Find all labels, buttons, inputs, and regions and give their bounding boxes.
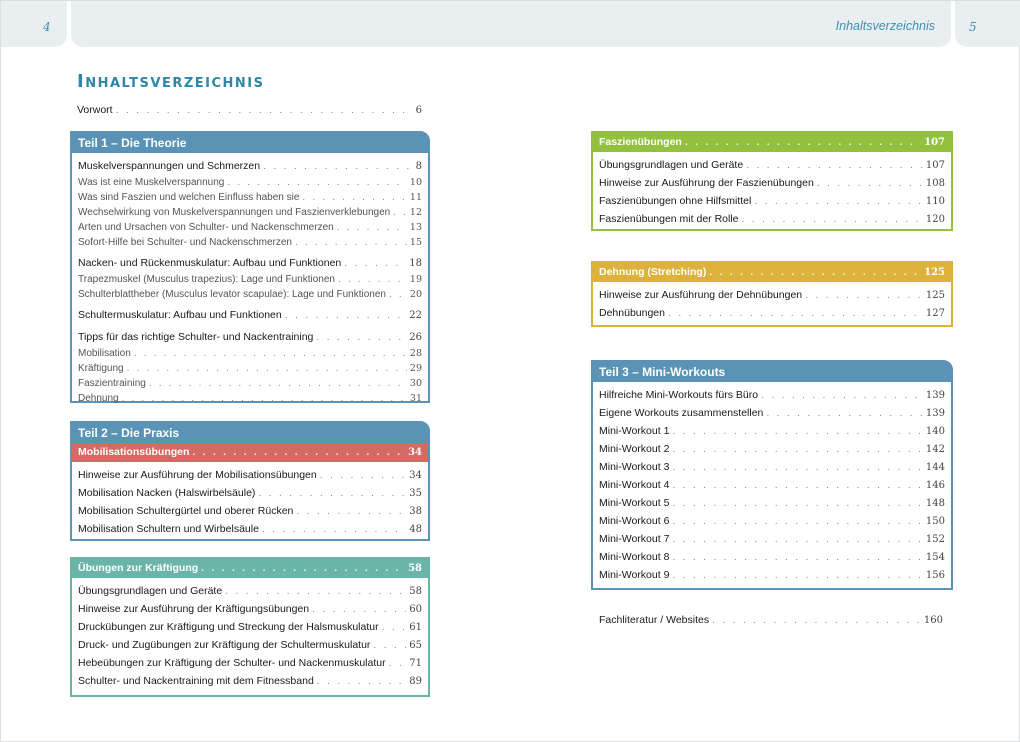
toc-label: Mini-Workout 9 bbox=[599, 569, 670, 581]
toc-label: Hinweise zur Ausführung der Dehnübungen bbox=[599, 289, 803, 301]
toc-group bbox=[78, 328, 422, 406]
toc-entry[interactable] bbox=[78, 157, 422, 175]
toc-label: Schultermuskulatur: Aufbau und Funktionen bbox=[78, 309, 282, 321]
teil1-entries bbox=[72, 153, 428, 414]
leader-dots bbox=[116, 101, 413, 119]
leader-dots bbox=[685, 133, 921, 152]
toc-label: Übungsgrundlagen und Geräte bbox=[78, 585, 223, 597]
leader-dots bbox=[122, 391, 407, 406]
toc-page: 6 bbox=[415, 105, 422, 116]
toc-entry[interactable] bbox=[599, 404, 945, 422]
leader-dots bbox=[389, 654, 407, 672]
teil1-heading: Teil 1 – Die Theorie bbox=[72, 133, 428, 153]
toc-page: 18 bbox=[409, 258, 422, 269]
toc-entry[interactable] bbox=[78, 520, 422, 538]
toc-entry[interactable] bbox=[78, 582, 422, 600]
toc-entry[interactable] bbox=[78, 600, 422, 618]
toc-entry[interactable] bbox=[78, 391, 422, 406]
leader-dots bbox=[382, 618, 407, 636]
toc-page: 30 bbox=[409, 378, 422, 389]
leader-dots bbox=[316, 328, 406, 346]
toc-entry[interactable] bbox=[78, 502, 422, 520]
leader-dots bbox=[127, 361, 407, 376]
toc-label: Faszientraining bbox=[78, 378, 146, 389]
toc-label: Hebeübungen zur Kräftigung der Schulter- und Nackenmuskulatur bbox=[78, 657, 386, 669]
toc-label: Mobilisation Schultergürtel und oberer Rücken bbox=[78, 505, 294, 517]
toc-entry[interactable] bbox=[78, 654, 422, 672]
toc-entry[interactable] bbox=[78, 376, 422, 391]
toc-label: Hinweise zur Ausführung der Faszienübungen bbox=[599, 177, 814, 189]
page-title: Inhaltsverzeichnis bbox=[77, 71, 265, 92]
toc-page: 65 bbox=[409, 640, 422, 651]
toc-section-kraeftigung[interactable] bbox=[72, 559, 428, 578]
page-number-left: 4 bbox=[43, 20, 51, 34]
leader-dots bbox=[225, 582, 406, 600]
toc-label: Fachliteratur / Websites bbox=[599, 614, 710, 626]
leader-dots bbox=[393, 205, 407, 220]
toc-page: 35 bbox=[409, 488, 422, 499]
toc-page: 156 bbox=[925, 570, 945, 581]
leader-dots bbox=[344, 254, 406, 272]
toc-page: 38 bbox=[409, 506, 422, 517]
toc-entry[interactable] bbox=[78, 466, 422, 484]
leader-dots bbox=[258, 484, 406, 502]
toc-entry-fachliteratur[interactable] bbox=[599, 611, 943, 629]
toc-label: Übungsgrundlagen und Geräte bbox=[599, 159, 744, 171]
toc-page: 160 bbox=[923, 615, 943, 626]
toc-page: 142 bbox=[925, 444, 945, 455]
dehnung-box bbox=[591, 261, 953, 327]
toc-page: 89 bbox=[409, 676, 422, 687]
toc-page: 29 bbox=[409, 363, 422, 374]
header-left-tab bbox=[1, 1, 67, 47]
section-label: Dehnung (Stretching) bbox=[599, 266, 707, 278]
toc-page: 19 bbox=[409, 274, 422, 285]
leader-dots bbox=[672, 422, 922, 440]
toc-entry[interactable] bbox=[78, 272, 422, 287]
toc-page: 150 bbox=[925, 516, 945, 527]
teil1-box bbox=[70, 131, 430, 403]
leader-dots bbox=[672, 476, 922, 494]
leader-dots bbox=[263, 157, 413, 175]
toc-entry[interactable] bbox=[78, 287, 422, 302]
toc-page: 11 bbox=[409, 192, 422, 203]
section-label: Übungen zur Kräftigung bbox=[78, 562, 199, 574]
leader-dots bbox=[712, 611, 921, 629]
leader-dots bbox=[201, 559, 405, 578]
toc-page: 144 bbox=[925, 462, 945, 473]
leader-dots bbox=[312, 600, 406, 618]
leader-dots bbox=[149, 376, 407, 391]
toc-page: 34 bbox=[409, 470, 422, 481]
toc-group bbox=[78, 157, 422, 250]
leader-dots bbox=[672, 494, 922, 512]
leader-dots bbox=[672, 512, 922, 530]
toc-page: 8 bbox=[415, 161, 422, 172]
toc-entry[interactable] bbox=[599, 566, 945, 584]
toc-entry[interactable] bbox=[599, 174, 945, 192]
toc-page: 71 bbox=[409, 658, 422, 669]
toc-label: Druckübungen zur Kräftigung und Streckung der Halsmuskulatur bbox=[78, 621, 379, 633]
leader-dots bbox=[746, 156, 923, 174]
toc-entry[interactable] bbox=[599, 512, 945, 530]
leader-dots bbox=[672, 548, 922, 566]
teil2-heading: Teil 2 – Die Praxis bbox=[72, 423, 428, 443]
toc-entry[interactable] bbox=[599, 440, 945, 458]
toc-page: 140 bbox=[925, 426, 945, 437]
toc-entry[interactable] bbox=[78, 618, 422, 636]
toc-label: Mini-Workout 2 bbox=[599, 443, 670, 455]
toc-label: Mini-Workout 6 bbox=[599, 515, 670, 527]
toc-page: 31 bbox=[409, 393, 422, 404]
toc-entry[interactable] bbox=[78, 361, 422, 376]
toc-entry[interactable] bbox=[78, 220, 422, 235]
toc-entry[interactable] bbox=[78, 205, 422, 220]
toc-page: 26 bbox=[409, 332, 422, 343]
toc-entry[interactable] bbox=[599, 210, 945, 228]
toc-entry[interactable] bbox=[78, 328, 422, 346]
toc-entry[interactable] bbox=[78, 672, 422, 690]
teil2-entries bbox=[72, 462, 428, 542]
teil3-entries bbox=[593, 382, 951, 588]
toc-entry[interactable] bbox=[78, 484, 422, 502]
toc-label: Mini-Workout 3 bbox=[599, 461, 670, 473]
toc-page: 154 bbox=[925, 552, 945, 563]
toc-page: 152 bbox=[925, 534, 945, 545]
toc-page: 60 bbox=[409, 604, 422, 615]
toc-label: Sofort-Hilfe bei Schulter- und Nackenschmerzen bbox=[78, 237, 292, 248]
section-page: 125 bbox=[924, 267, 945, 278]
toc-page: 139 bbox=[925, 408, 945, 419]
toc-label: Tipps für das richtige Schulter- und Nackentraining bbox=[78, 331, 314, 343]
leader-dots bbox=[672, 458, 922, 476]
leader-dots bbox=[672, 566, 922, 584]
toc-label: Muskelverspannungen und Schmerzen bbox=[78, 160, 261, 172]
toc-entry[interactable] bbox=[599, 530, 945, 548]
toc-label: Mobilisation Nacken (Halswirbelsäule) bbox=[78, 487, 256, 499]
toc-entry[interactable] bbox=[599, 422, 945, 440]
leader-dots bbox=[320, 466, 407, 484]
toc-page: 10 bbox=[409, 177, 422, 188]
toc-section-dehnung[interactable] bbox=[593, 263, 951, 282]
teil3-heading: Teil 3 – Mini-Workouts bbox=[593, 362, 951, 382]
toc-page: 139 bbox=[925, 390, 945, 401]
toc-entry[interactable] bbox=[599, 548, 945, 566]
toc-label: Mini-Workout 4 bbox=[599, 479, 670, 491]
toc-page: 61 bbox=[409, 622, 422, 633]
toc-entry[interactable] bbox=[78, 190, 422, 205]
toc-label: Faszienübungen ohne Hilfsmittel bbox=[599, 195, 752, 207]
teil3-box bbox=[591, 360, 953, 590]
leader-dots bbox=[668, 304, 923, 322]
toc-label: Mini-Workout 5 bbox=[599, 497, 670, 509]
toc-entry[interactable] bbox=[599, 192, 945, 210]
header-band bbox=[71, 1, 951, 47]
leader-dots bbox=[709, 263, 921, 282]
toc-page: 108 bbox=[925, 178, 945, 189]
toc-label: Druck- und Zugübungen zur Kräftigung der Schultermuskulatur bbox=[78, 639, 371, 651]
toc-label: Schulter- und Nackentraining mit dem Fitnessband bbox=[78, 675, 314, 687]
header-right-tab bbox=[955, 1, 1020, 47]
toc-label: Trapezmuskel (Musculus trapezius): Lage und Funktionen bbox=[78, 274, 335, 285]
toc-page: 28 bbox=[409, 348, 422, 359]
toc-entry[interactable] bbox=[78, 254, 422, 272]
toc-label: Mini-Workout 7 bbox=[599, 533, 670, 545]
section-page: 107 bbox=[924, 137, 945, 148]
kraeftigung-entries bbox=[72, 578, 428, 694]
leader-dots bbox=[817, 174, 923, 192]
leader-dots bbox=[805, 286, 923, 304]
toc-page: 146 bbox=[925, 480, 945, 491]
leader-dots bbox=[134, 346, 407, 361]
teil2-box bbox=[70, 421, 430, 541]
toc-entry[interactable] bbox=[599, 156, 945, 174]
toc-page: 12 bbox=[409, 207, 422, 218]
toc-section-faszien[interactable] bbox=[593, 133, 951, 152]
toc-label: Mobilisation bbox=[78, 348, 131, 359]
toc-page: 107 bbox=[925, 160, 945, 171]
leader-dots bbox=[742, 210, 923, 228]
leader-dots bbox=[754, 192, 923, 210]
toc-label: Wechselwirkung von Muskelverspannungen und Faszienverklebungen bbox=[78, 207, 391, 218]
leader-dots bbox=[672, 530, 922, 548]
toc-page: 110 bbox=[925, 196, 945, 207]
toc-label: Arten und Ursachen von Schulter- und Nackenschmerzen bbox=[78, 222, 334, 233]
toc-entry[interactable] bbox=[78, 346, 422, 361]
leader-dots bbox=[285, 306, 407, 324]
leader-dots bbox=[302, 190, 406, 205]
toc-label: Dehnung bbox=[78, 393, 119, 404]
toc-entry[interactable] bbox=[599, 458, 945, 476]
toc-entry[interactable] bbox=[599, 304, 945, 322]
page-number-right: 5 bbox=[969, 20, 977, 34]
leader-dots bbox=[295, 235, 407, 250]
leader-dots bbox=[192, 443, 405, 462]
faszien-box bbox=[591, 131, 953, 231]
section-label: Faszienübungen bbox=[599, 136, 682, 148]
toc-entry[interactable] bbox=[78, 235, 422, 250]
toc-group bbox=[78, 254, 422, 302]
leader-dots bbox=[227, 175, 407, 190]
toc-label: Vorwort bbox=[77, 104, 113, 116]
toc-entry[interactable] bbox=[599, 286, 945, 304]
toc-label: Schulterblattheber (Musculus levator scapulae): Lage und Funktionen bbox=[78, 289, 386, 300]
toc-label: Dehnübungen bbox=[599, 307, 665, 319]
toc-page: 22 bbox=[409, 310, 422, 321]
toc-page: 48 bbox=[409, 524, 422, 535]
toc-entry[interactable] bbox=[78, 175, 422, 190]
toc-label: Mini-Workout 8 bbox=[599, 551, 670, 563]
leader-dots bbox=[373, 636, 406, 654]
toc-label: Was sind Faszien und welchen Einfluss haben sie bbox=[78, 192, 300, 203]
toc-page: 127 bbox=[925, 308, 945, 319]
toc-page: 15 bbox=[409, 237, 422, 248]
kraeftigung-box bbox=[70, 557, 430, 697]
toc-label: Faszienübungen mit der Rolle bbox=[599, 213, 739, 225]
toc-entry[interactable] bbox=[78, 306, 422, 324]
leader-dots bbox=[317, 672, 406, 690]
leader-dots bbox=[262, 520, 406, 538]
toc-label: Hilfreiche Mini-Workouts fürs Büro bbox=[599, 389, 759, 401]
toc-label: Hinweise zur Ausführung der Mobilisationsübungen bbox=[78, 469, 317, 481]
toc-page: 120 bbox=[925, 214, 945, 225]
leader-dots bbox=[761, 386, 923, 404]
toc-label: Eigene Workouts zusammenstellen bbox=[599, 407, 764, 419]
toc-entry[interactable] bbox=[599, 476, 945, 494]
toc-page: 13 bbox=[409, 222, 422, 233]
leader-dots bbox=[766, 404, 923, 422]
leader-dots bbox=[672, 440, 922, 458]
toc-label: Hinweise zur Ausführung der Kräftigungsübungen bbox=[78, 603, 310, 615]
toc-label: Mini-Workout 1 bbox=[599, 425, 670, 437]
leader-dots bbox=[337, 220, 407, 235]
leader-dots bbox=[389, 287, 407, 302]
toc-entry[interactable] bbox=[599, 494, 945, 512]
section-page: 34 bbox=[408, 447, 422, 458]
toc-label: Nacken- und Rückenmuskulatur: Aufbau und Funktionen bbox=[78, 257, 342, 269]
toc-entry-vorwort[interactable] bbox=[77, 101, 422, 119]
faszien-entries bbox=[593, 152, 951, 232]
dehnung-entries bbox=[593, 282, 951, 326]
toc-entry[interactable] bbox=[599, 386, 945, 404]
toc-page: 58 bbox=[409, 586, 422, 597]
toc-label: Mobilisation Schultern und Wirbelsäule bbox=[78, 523, 259, 535]
running-title: Inhaltsverzeichnis bbox=[835, 19, 935, 33]
toc-group bbox=[78, 306, 422, 324]
toc-section-mobilisation[interactable] bbox=[72, 443, 428, 462]
toc-entry[interactable] bbox=[78, 636, 422, 654]
toc-page: 20 bbox=[409, 289, 422, 300]
section-label: Mobilisationsübungen bbox=[78, 446, 190, 458]
section-page: 58 bbox=[408, 563, 422, 574]
toc-label: Kräftigung bbox=[78, 363, 124, 374]
toc-page: 125 bbox=[925, 290, 945, 301]
toc-page: 148 bbox=[925, 498, 945, 509]
leader-dots bbox=[296, 502, 406, 520]
leader-dots bbox=[338, 272, 407, 287]
toc-label: Was ist eine Muskelverspannung bbox=[78, 177, 225, 188]
